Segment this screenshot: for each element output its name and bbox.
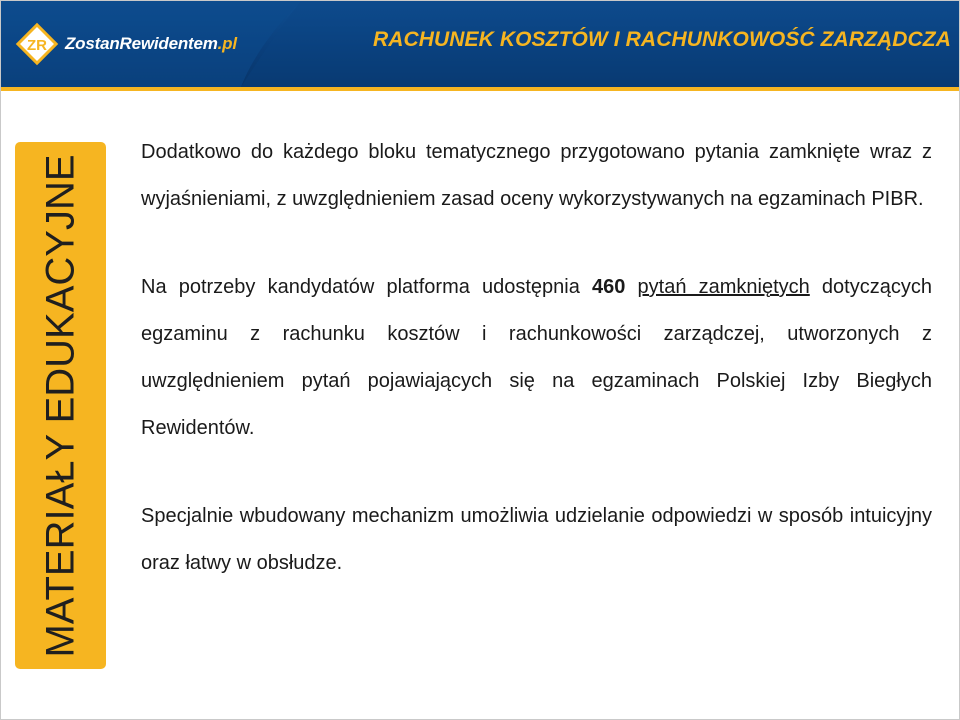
logo-name: ZostanRewidentem [65, 34, 218, 53]
logo-text [65, 34, 237, 54]
page-title: RACHUNEK KOSZTÓW I RACHUNKOWOŚĆ ZARZĄDCZA [372, 28, 951, 51]
side-label-box [15, 142, 106, 669]
logo[interactable] [15, 21, 237, 67]
logo-mark-text: ZR [27, 37, 47, 54]
paragraph-2 [141, 264, 932, 452]
paragraph-2-space [625, 276, 637, 298]
paragraph-3: Specjalnie wbudowany mechanizm umożliwia udzielanie odpowiedzi w sposób intuicyjny oraz łatwy w obsłudze. [141, 505, 932, 574]
header-accent-rule [1, 87, 959, 91]
paragraph-2-rest: dotyczących egzaminu z rachunku kosztów i rachunkowości zarządczej, utworzonych z uwzględnieniem pytań pojawiających się na egzaminach Polskiej Izby Biegłych Rewidentów. [141, 276, 932, 439]
logo-diamond-icon [15, 22, 59, 66]
paragraph-1: Dodatkowo do każdego bloku tematycznego przygotowano pytania zamknięte wraz z wyjaśnieniami, z uwzględnieniem zasad oceny wykorzystywanych na egzaminach PIBR. [141, 141, 932, 210]
paragraph-2-lead: Na potrzeby kandydatów platforma udostępnia [141, 276, 593, 298]
closed-questions-link[interactable]: pytań zamkniętych [637, 276, 810, 298]
side-label-text: MATERIAŁY EDUKACYJNE [38, 153, 82, 658]
logo-tld: .pl [217, 34, 237, 53]
content-body [141, 129, 932, 628]
question-count: 460 [592, 276, 626, 298]
header-bar [1, 1, 959, 87]
